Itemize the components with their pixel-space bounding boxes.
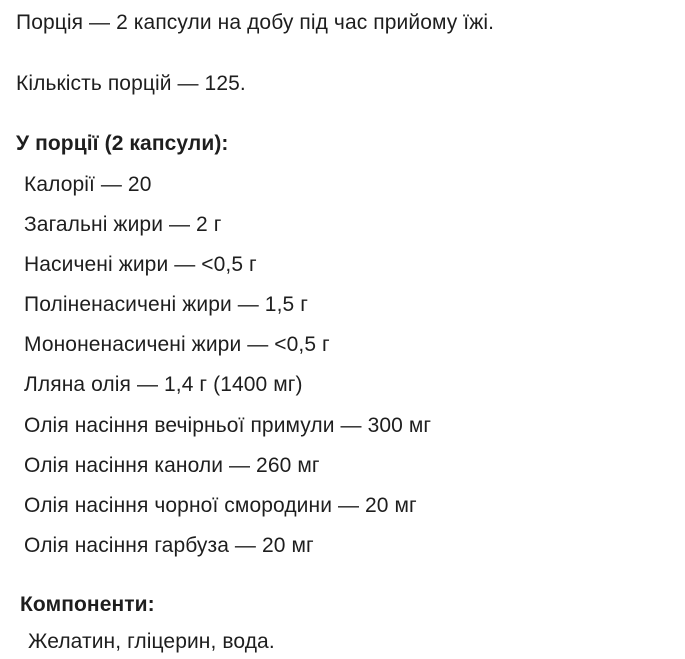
nutrient-item: Калорії — 20 [24, 173, 152, 196]
nutrient-item: Олія насіння гарбуза — 20 мг [24, 533, 314, 557]
nutrient-item: Олія насіння чорної смородини — 20 мг [24, 493, 417, 517]
components-text: Желатин, гліцерин, вода. [28, 630, 275, 653]
servings-count-text: Кількість порцій — 125. [16, 72, 246, 95]
per-serving-heading: У порції (2 капсули): [16, 132, 229, 155]
nutrient-item: Олія насіння каноли — 260 мг [24, 453, 320, 477]
serving-text: Порція — 2 капсули на добу під час прийому їжі. [16, 11, 495, 34]
nutrient-item: Загальні жири — 2 г [24, 213, 222, 237]
nutrient-item: Лляна олія — 1,4 г (1400 мг) [24, 373, 303, 397]
nutrient-item: Мононенасичені жири — <0,5 г [24, 333, 330, 357]
nutrient-item: Олія насіння вечірньої примули — 300 мг [24, 413, 432, 437]
nutrient-item: Поліненасичені жири — 1,5 г [24, 293, 308, 317]
components-heading: Компоненти: [20, 593, 155, 616]
nutrient-item: Насичені жири — <0,5 г [24, 253, 257, 277]
nutrient-list [24, 173, 431, 574]
